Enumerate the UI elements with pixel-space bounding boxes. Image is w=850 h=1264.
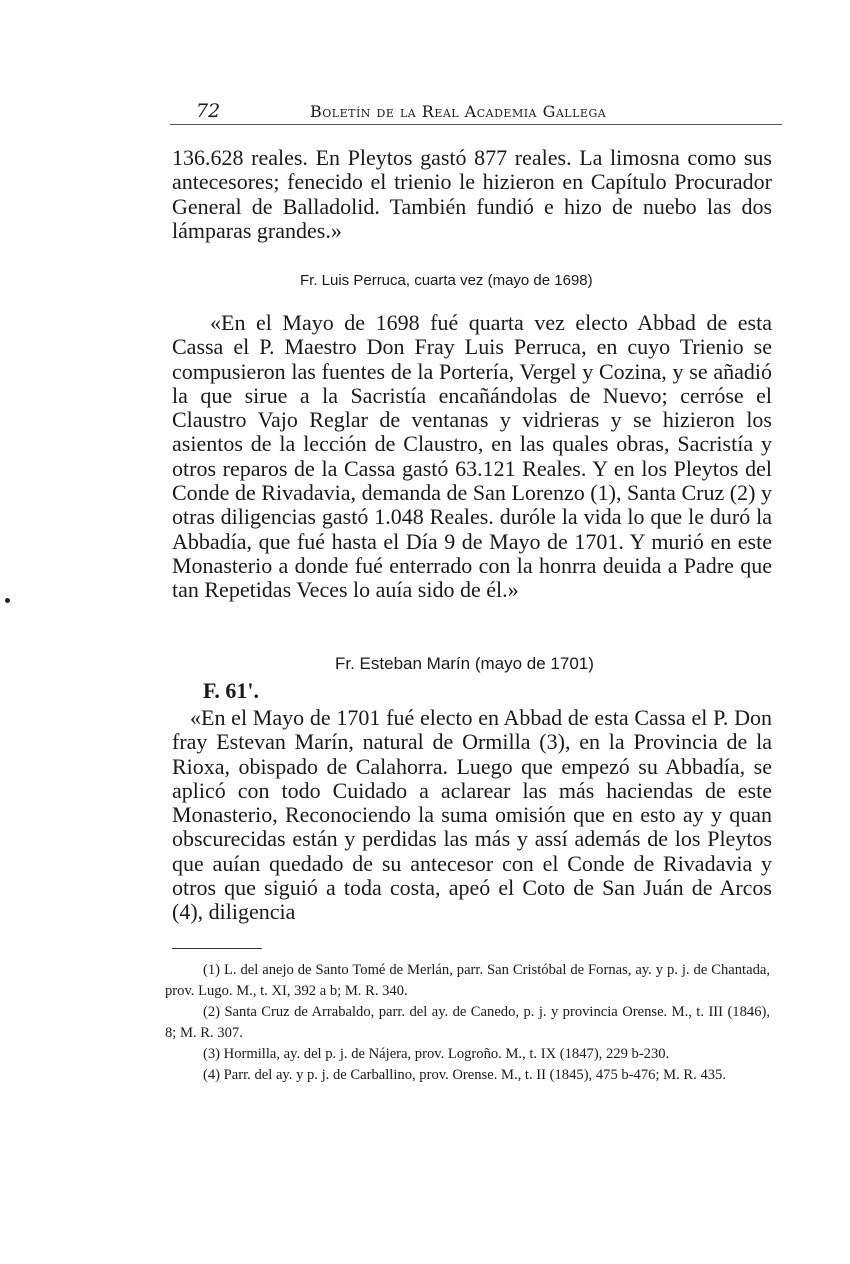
paragraph-3: «En el Mayo de 1701 fué electo en Abbad de esta Cassa el P. Don fray Estevan Marín, natural de Ormilla (3), en la Provincia de la Rioxa, obispado de Calahorra. Luego que empezó su Abbadía, se aplicó con todo Cuidado a aclarear las más haciendas de este Monasterio, Reconociendo la suma omisión que en esto ay y quan obscurecidas están y perdidas las más y assí además de los Pleytos que auían quedado de su antecesor con el Conde de Rivadavia y otros que siguió a toda costa, apeó el Coto de San Juán de Arcos (4), diligencia <box>172 705 772 925</box>
footnotes <box>165 960 770 1086</box>
running-title: Boletín de la Real Academia Gallega <box>310 102 607 121</box>
footnote-3: (3) Hormilla, ay. del p. j. de Nájera, prov. Logroño. M., t. IX (1847), 229 b-230. <box>203 1046 670 1062</box>
signature-luis-perruca: Fr. Luis Perruca, cuarta vez (mayo de 1698) <box>300 272 593 289</box>
page-header <box>170 98 782 125</box>
paragraph-1: 136.628 reales. En Pleytos gastó 877 reales. La limosna como sus antecesores; fenecido el trienio le hizieron en Capítulo Procurador General de Balladolid. También fundió e hizo de nuebo las dos lámparas grandes.» <box>172 145 772 243</box>
footnote-2: (2) Santa Cruz de Arrabaldo, parr. del ay. de Canedo, p. j. y provincia Orense. M., t. III (1846), 8; M. R. 307. <box>165 1004 770 1041</box>
signature-esteban-marin: Fr. Esteban Marín (mayo de 1701) <box>335 654 594 673</box>
footnote-1: (1) L. del anejo de Santo Tomé de Merlán, parr. San Cristóbal de Fornas, ay. y p. j. de Chantada, prov. Lugo. M., t. XI, 392 a b; M. R. 340. <box>165 962 770 999</box>
folio-reference: F. 61'. <box>203 678 260 703</box>
paragraph-2: «En el Mayo de 1698 fué quarta vez electo Abbad de esta Cassa el P. Maestro Don Fray Luis Perruca, en cuyo Trienio se compusieron las fuentes de la Portería, Vergel y Cozina, y se añadió la que sirue a la Sacristía encañándolas de Nuevo; cerróse el Claustro Vajo Reglar de ventanas y vidrieras y se hizieron los asientos de la lección de Claustro, en las quales obras, Sacristía y otros reparos de la Cassa gastó 63.121 Reales. Y en los Pleytos del Conde de Rivadavia, demanda de San Lorenzo (1), Santa Cruz (2) y otras diligencias gastó 1.048 Reales. duróle la vida lo que le duró la Abbadía, que fué hasta el Día 9 de Mayo de 1701. Y murió en este Monasterio a donde fué enterrado con la honrra deuida a Padre que tan Repetidas Veces lo auía sido de él.» <box>172 310 772 603</box>
footnote-separator <box>172 948 262 949</box>
page-number: 72 <box>196 100 221 122</box>
footnote-4: (4) Parr. del ay. y p. j. de Carballino, prov. Orense. M., t. II (1845), 475 b-476; M. R. 435. <box>203 1067 726 1083</box>
margin-mark <box>5 598 10 603</box>
